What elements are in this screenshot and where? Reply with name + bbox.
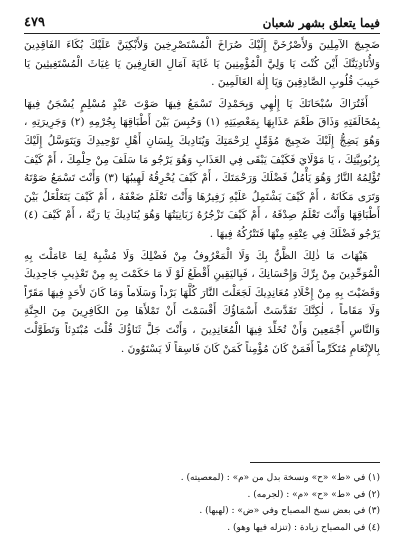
footnote: (١) في «ط» «ح» ونسخة بدل من «م» : (لمعصيته) . (180, 473, 380, 483)
footnote-separator (250, 462, 380, 463)
footnote: (٤) في المصباح زيادة : (تنزله فيها وهو) . (227, 522, 380, 533)
running-header (24, 10, 380, 34)
main-text (24, 36, 380, 361)
header-title: فيما يتعلق بشهر شعبان (262, 16, 380, 30)
footnotes (24, 470, 380, 536)
paragraph: هَيْهَاتَ مَا ذٰلِكَ الظَّنُّ بِكَ وَلَا الْمَعْرُوفُ مِنْ فَضْلِكَ وَلَا مُشْبِهٌ لِمَا عَامَلْتَ بِهِ الْمُوَحِّدِينَ مِنْ بِرِّكَ وَإِحْسَانِكَ ، فَبِاليَقِينِ أَقْطَعُ لَوْ لَا مَا حَكَمْتَ بِهِ مِنْ تَعْذِيبِ جَاحِدِيكَ وَقَضَيْتَ بِهِ مِنْ إِخْلَادِ مُعَانِدِيكَ لَجَعَلْتَ النَّارَ كُلَّهَا بَرْداً وَسَلَاماً وَمَا كَانَ لأَحَدٍ فِيهَا مَقَرّاً وَلَا مَقَاماً ، لٰكِنَّكَ تَقَدَّسَتْ أَسْمَاؤُكَ أَقْسَمْتَ أَنْ تَمْلأَهَا مِنَ الكَافِرِينَ مِنَ الجِنَّةِ وَالنَّاسِ أَجْمَعِينَ وَأَنْ تُخَلِّدَ فِيهَا الْمُعَانِدِينَ ، وَأَنْتَ جَلَّ ثَنَاؤُكَ قُلْتَ مُبْتَدِئاً وَتَطَوَّلْتَ بِالإِنْعَامِ مُتَكَرِّماً أَفَمَنْ كَانَ مُؤْمِناً كَمَنْ كَانَ فَاسِقاً لَا يَسْتَوُونَ . (24, 249, 380, 355)
page-number: ٤٧٩ (24, 15, 45, 30)
footnote: (٣) في بعض نسخ المصباح وفي «ض» : (لهبها) . (199, 506, 380, 516)
footnote: (٢) في «ط» «ح» «م» : (لجرمه) . (247, 489, 380, 500)
paragraph: أَفَتُرَاكَ سُبْحَانَكَ يَا إِلٰهِي وَبِحَمْدِكَ تَسْمَعُ فِيهَا صَوْتَ عَبْدٍ مُسْلِمٍ يُسْجَنُ فِيهَا بِمُخَالَفَتِهِ وَذَاقَ طَعْمَ عَذَابِهَا بِمَعْصِيَتِهِ (١) وَحُبِسَ بَيْنَ أَطْبَاقِهَا بِجُرْمِهِ (٢) وَجَرِيرَتِهِ ، وَهُوَ يَضِجُّ إِلَيْكَ ضَجِيجَ مُؤَمِّلٍ لِرَحْمَتِكَ وَيُنَادِيكَ بِلِسَانِ أَهْلِ تَوْحِيدِكَ وَيَتَوَسَّلُ إِلَيْكَ بِرُبُوبِيَّتِكَ ، يَا مَوْلَايَ فَكَيْفَ يَبْقَى فِي العَذَابِ وَهُوَ يَرْجُو مَا سَلَفَ مِنْ حِلْمِكَ ، أَمْ كَيْفَ تُؤْلِمُهُ النَّارُ وَهُوَ يَأْمُلُ فَضْلَكَ وَرَحْمَتَكَ ، أَمْ كَيْفَ يُحْرِقُهُ لَهِيبُهَا (٣) وَأَنْتَ تَسْمَعُ صَوْتَهُ وَتَرَى مَكَانَهُ ، أَمْ كَيْفَ يَشْتَمِلُ عَلَيْهِ زَفِيرُهَا وَأَنْتَ تَعْلَمُ ضَعْفَهُ ، أَمْ كَيْفَ يَتَغَلْغَلُ بَيْنَ أَطْبَاقِهَا وَأَنْتَ تَعْلَمُ صِدْقَهُ ، أَمْ كَيْفَ تَزْجُرُهُ زَبَانِيَتُهَا وَهُوَ يُنَادِيكَ يَا رَبَّهُ ، أَمْ كَيْفَ (٤) يَرْجُو فَضْلَكَ فِي عِتْقِهِ مِنْهَا فَتَتْرُكُهُ فِيهَا . (24, 97, 381, 240)
paragraph: ضَجِيجَ الآمِلِينَ وَلأَصْرُخَنَّ إِلَيْكَ صُرَاخَ الْمُسْتَصْرِخِينَ وَلأَبْكِيَنَّ عَلَيْكَ بُكَاءَ الفَاقِدِينَ وَلأُنَادِيَنَّكَ أَيْنَ كُنْتَ يَا وَلِيَّ الْمُؤْمِنِينَ يَا غَايَةَ آمَالِ العَارِفِينَ يَا غِيَاثَ الْمُسْتَغِيثِينَ يَا حَبِيبَ قُلُوبِ الصَّادِقِينَ وَيَا إِلٰهَ العَالَمِينَ . (24, 39, 380, 89)
